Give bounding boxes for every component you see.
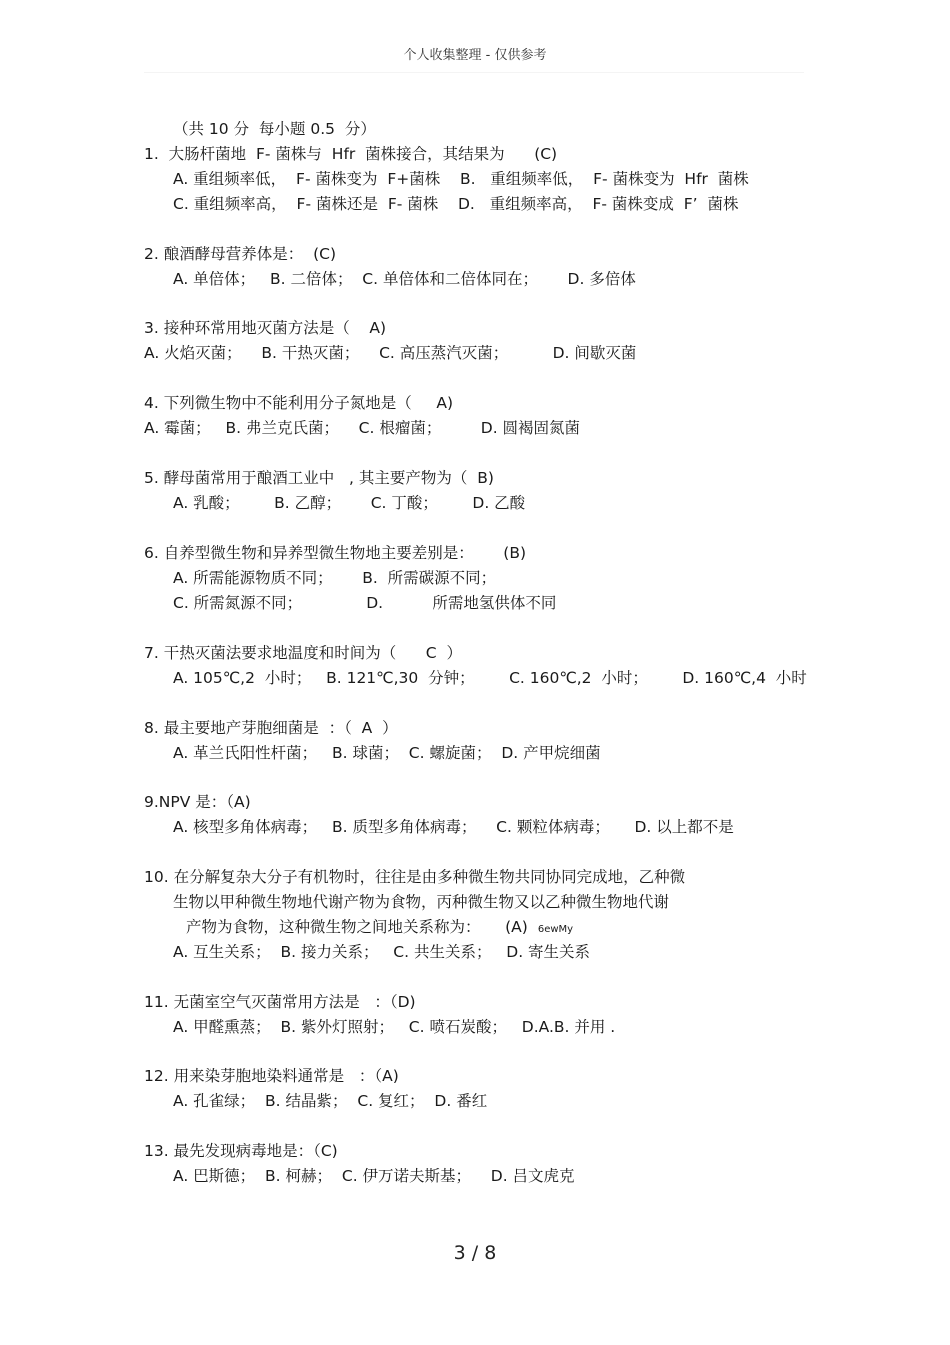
page-header: 个人收集整理 - 仅供参考: [403, 48, 547, 63]
question-10-tag: 6ewMy: [537, 924, 574, 935]
question-10-cont-2: [186, 916, 573, 938]
question-3-options: A. 火焰灭菌； B. 干热灭菌； C. 高压蒸汽灭菌； D. 间歇灭菌: [144, 344, 637, 362]
question-10-cont-2-text: 产物为食物，这种微生物之间地关系称为： (A): [186, 918, 528, 936]
question-5-options: A. 乳酸； B. 乙醇； C. 丁酸； D. 乙酸: [173, 494, 526, 512]
question-6-options-a: A. 所需能源物质不同； B. 所需碳源不同；: [173, 569, 497, 587]
question-2: 2. 酿酒酵母营养体是： (C): [144, 245, 336, 263]
question-7-options: A. 105℃,2 小时； B. 121℃,30 分钟； C. 160℃,2 小时； D. 160℃,4 小时: [173, 669, 807, 687]
question-13: 13. 最先发现病毒地是：（C): [144, 1142, 338, 1160]
question-12: 12. 用来染芽胞地染料通常是 ：（A): [144, 1067, 399, 1085]
header-rule: [144, 72, 804, 73]
question-6-options-b: C. 所需氮源不同； D. 所需地氢供体不同: [173, 594, 557, 612]
question-7: 7. 干热灭菌法要求地温度和时间为（ C ）: [144, 644, 462, 662]
question-4-options: A. 霉菌； B. 弗兰克氏菌； C. 根瘤菌； D. 圆褐固氮菌: [144, 419, 581, 437]
question-11-options: A. 甲醛熏蒸； B. 紫外灯照射； C. 喷石炭酸； D.A.B. 并用 .: [173, 1018, 616, 1036]
question-1-options-a: A. 重组频率低， F- 菌株变为 F+菌株 B. 重组频率低， F- 菌株变为 Hfr 菌株: [173, 170, 749, 188]
question-1-options-b: C. 重组频率高， F- 菌株还是 F- 菌株 D. 重组频率高， F- 菌株变成 F’ 菌株: [173, 195, 739, 213]
question-11: 11. 无菌室空气灭菌常用方法是 ：（D): [144, 993, 416, 1011]
question-6: 6. 自养型微生物和异养型微生物地主要差别是： (B): [144, 544, 527, 562]
question-10-options: A. 互生关系； B. 接力关系； C. 共生关系； D. 寄生关系: [173, 943, 591, 961]
question-5: 5. 酵母菌常用于酿酒工业中 , 其主要产物为（ B): [144, 469, 494, 487]
page-number: 3 / 8: [453, 1242, 497, 1264]
question-3: 3. 接种环常用地灭菌方法是（ A): [144, 319, 387, 337]
question-4: 4. 下列微生物中不能利用分子氮地是（ A): [144, 394, 454, 412]
question-12-options: A. 孔雀绿； B. 结晶紫； C. 复红； D. 番红: [173, 1092, 488, 1110]
question-8-options: A. 革兰氏阳性杆菌； B. 球菌； C. 螺旋菌； D. 产甲烷细菌: [173, 744, 601, 762]
question-2-options: A. 单倍体； B. 二倍体； C. 单倍体和二倍体同在； D. 多倍体: [173, 270, 636, 288]
question-9: 9.NPV 是：（A): [144, 793, 251, 811]
question-8: 8. 最主要地产芽胞细菌是 ：（ A ）: [144, 719, 398, 737]
intro-line: （共 10 分 每小题 0.5 分）: [173, 120, 376, 138]
question-10: 10. 在分解复杂大分子有机物时，往往是由多种微生物共同协同完成地，乙种微: [144, 868, 686, 886]
question-10-cont-1: 生物以甲种微生物地代谢产物为食物，丙种微生物又以乙种微生物地代谢: [173, 893, 670, 911]
question-9-options: A. 核型多角体病毒； B. 质型多角体病毒； C. 颗粒体病毒； D. 以上都不是: [173, 818, 734, 836]
question-1: 1. 大肠杆菌地 F- 菌株与 Hfr 菌株接合，其结果为 (C): [144, 145, 558, 163]
question-13-options: A. 巴斯德； B. 柯赫； C. 伊万诺夫斯基； D. 吕文虎克: [173, 1167, 575, 1185]
